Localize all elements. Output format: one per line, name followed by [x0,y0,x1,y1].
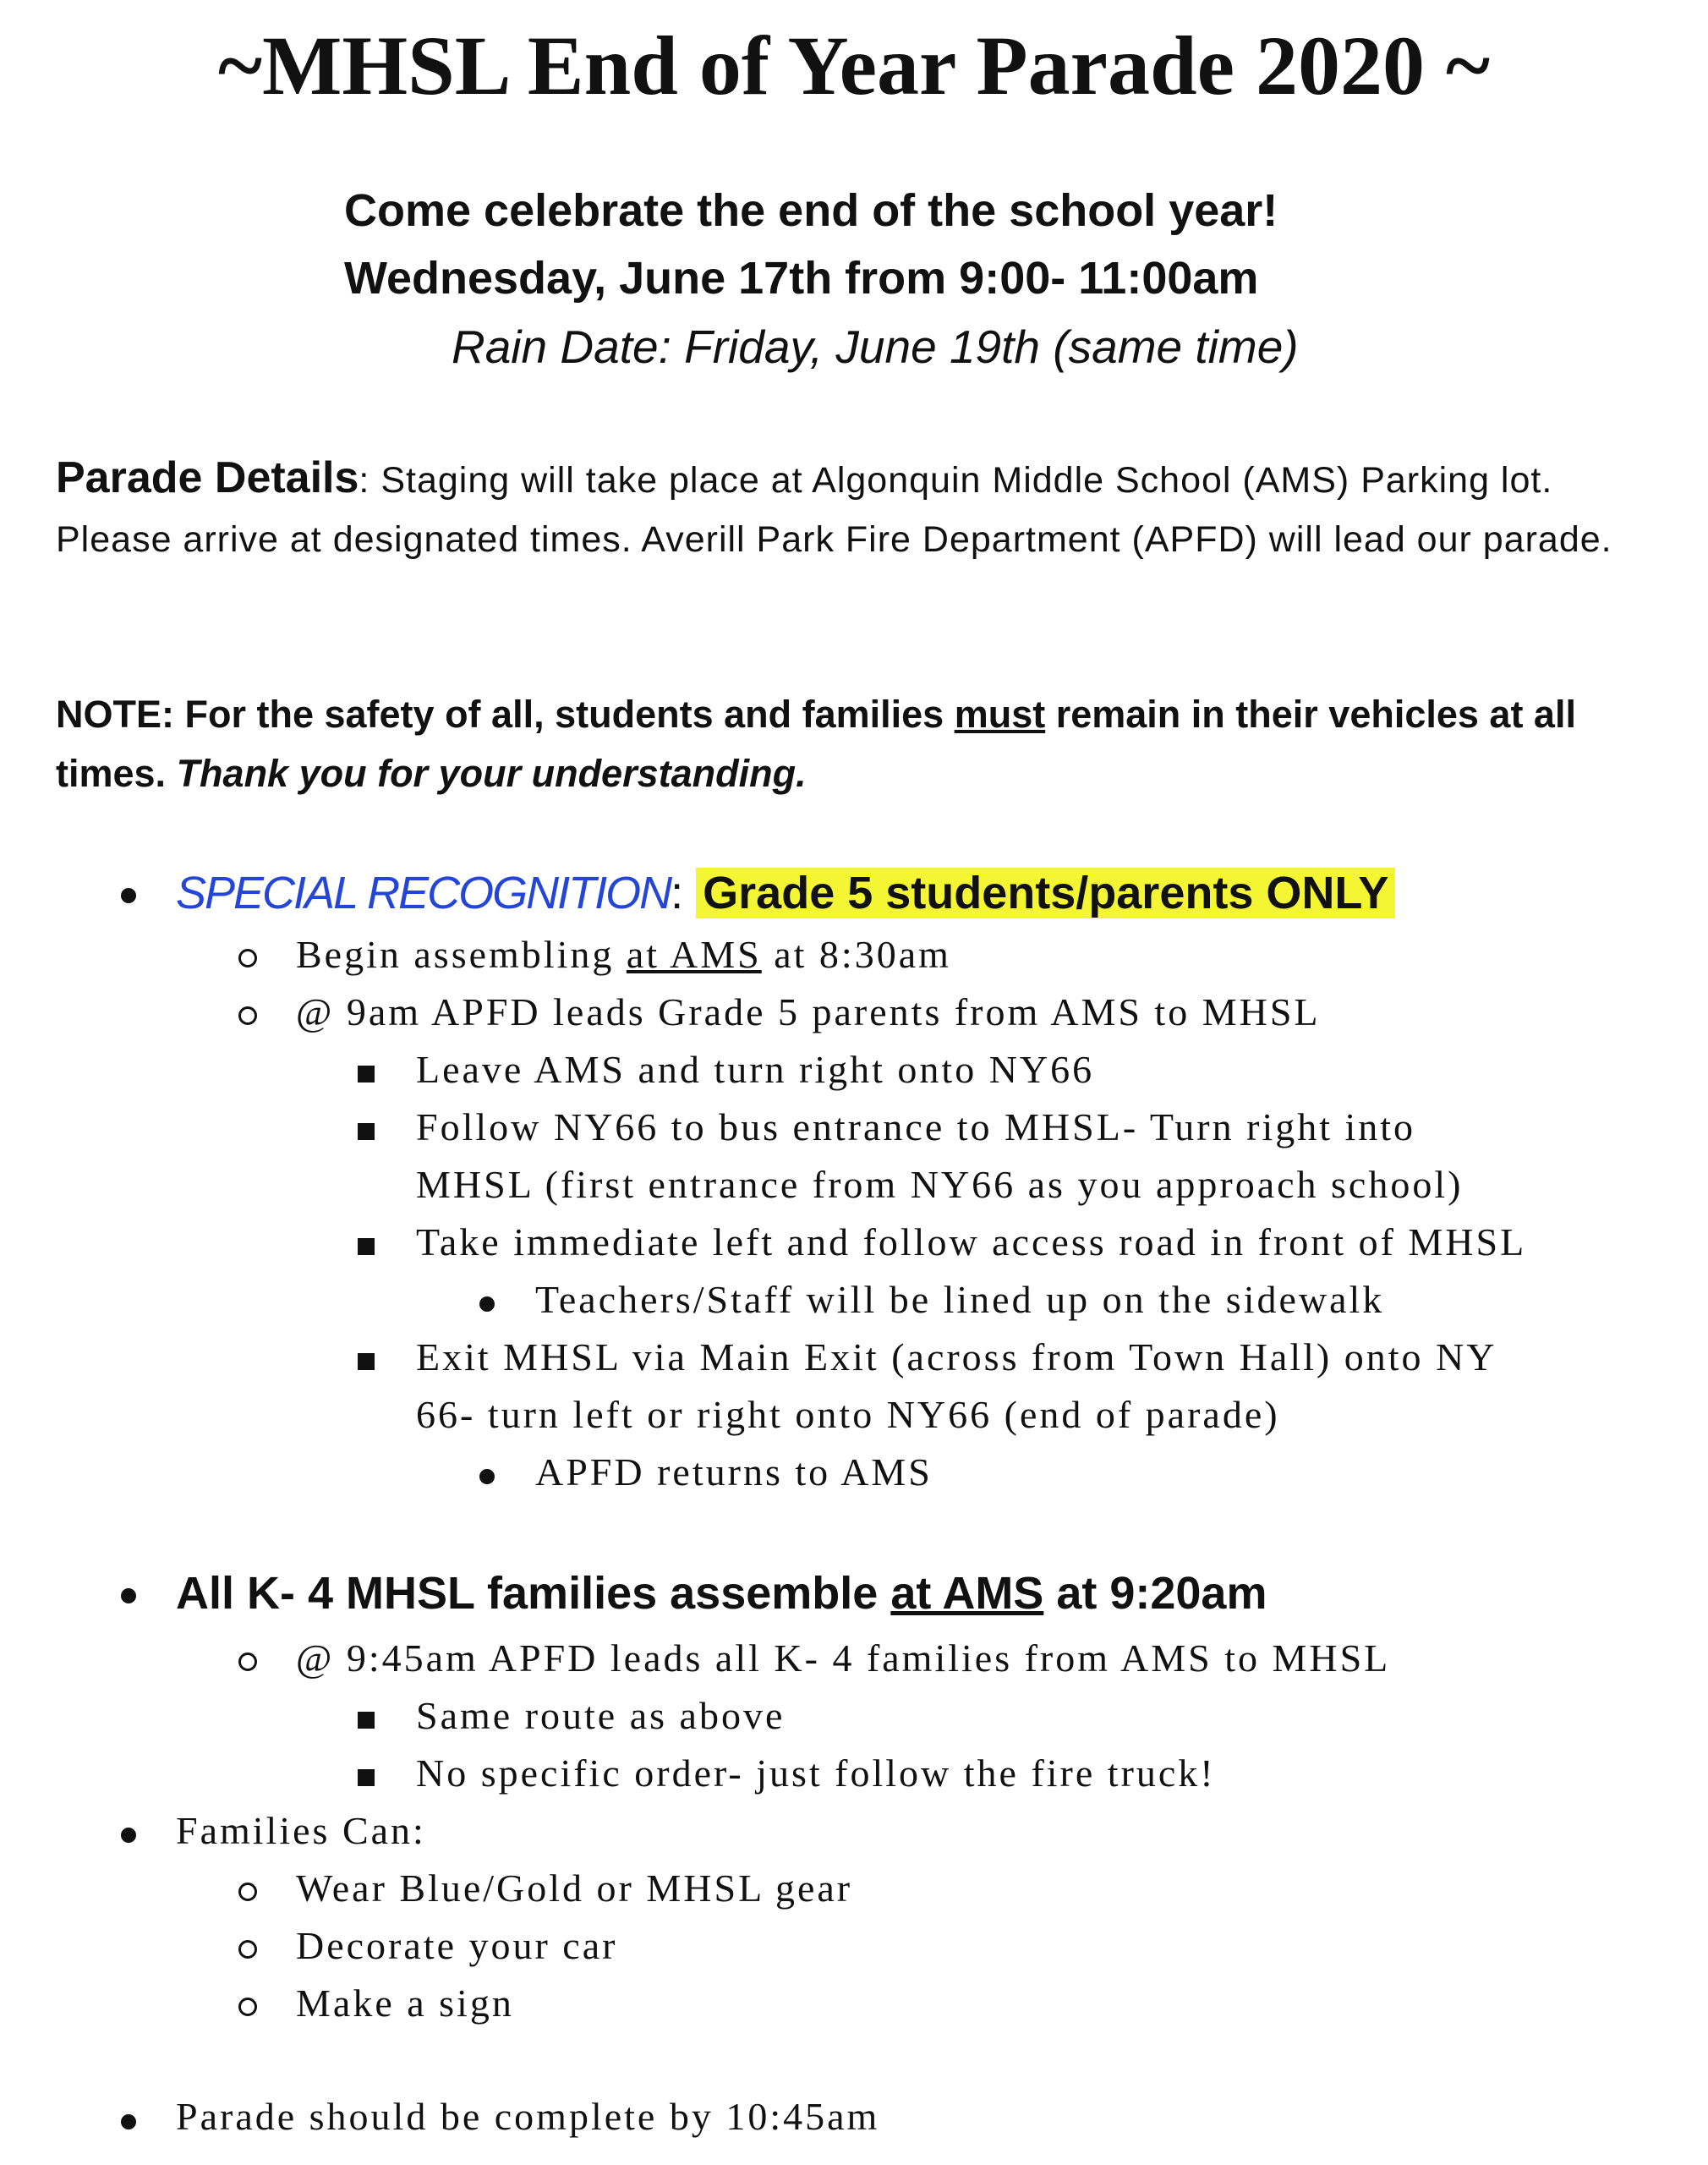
k4-heading [176,1567,1267,1620]
k4-at-ams: at AMS [890,1568,1044,1619]
k4-same-route: Same route as above [416,1694,786,1737]
parade-details-label: Parade Details [56,453,359,502]
bullet-circle-icon [238,1883,257,1901]
route-step-4b: 66- turn left or right onto NY66 (end of parade) [416,1393,1280,1436]
k4-lead-line: @ 9:45am APFD leads all K- 4 families from AMS to MHSL [296,1636,1391,1680]
bullet-square-icon [358,1712,375,1729]
page-title: ~MHSL End of Year Parade 2020 ~ [217,19,1491,112]
bullet-circle-icon [238,1653,257,1671]
bullet-circle-icon [238,1006,257,1025]
special-colon: : [671,868,697,918]
special-recognition-heading [176,867,1395,919]
bullet-dot-icon [479,1296,495,1312]
note-text-post: remain in their vehicles at all times. [56,693,1576,795]
route-step-4-sub: APFD returns to AMS [535,1450,933,1494]
bullet-circle-icon [238,949,257,967]
families-item: Wear Blue/Gold or MHSL gear [296,1866,853,1910]
k4-post: at 9:20am [1043,1568,1267,1619]
grade5-lead-line: @ 9am APFD leads Grade 5 parents from AMS to MHSL [296,990,1321,1033]
bullet-dot-icon [121,2114,136,2129]
note-text-pre: NOTE: For the safety of all, students and families [56,693,955,736]
intro-line-rain-date: Rain Date: Friday, June 19th (same time) [452,321,1299,373]
bullet-dot-icon [479,1469,495,1484]
bullet-dot-icon [121,1828,136,1843]
bullet-circle-icon [238,1940,257,1959]
bullet-square-icon [358,1769,375,1786]
families-item: Make a sign [296,1981,514,2025]
bullet-square-icon [358,1353,375,1370]
route-step-1: Leave AMS and turn right onto NY66 [416,1048,1095,1091]
k4-pre: All K- 4 MHSL families assemble [176,1568,891,1619]
route-step-2a: Follow NY66 to bus entrance to MHSL- Turn right into [416,1105,1416,1148]
parade-details-text: : Staging will take place at Algonquin Middle School (AMS) Parking lot. Please arrive at designated times. Averill Park Fire Department (APFD) will lead our parade. [56,460,1612,560]
families-can-heading: Families Can: [176,1809,426,1852]
note-thanks: Thank you for your understanding. [176,752,807,795]
grade5-highlight: Grade 5 students/parents ONLY [696,868,1395,918]
safety-note [56,685,1662,803]
route-step-4a: Exit MHSL via Main Exit (across from Town Hall) onto NY [416,1335,1497,1378]
parade-details [56,448,1662,569]
route-step-3: Take immediate left and follow access road in front of MHSL [416,1220,1527,1263]
intro-line-date: Wednesday, June 17th from 9:00- 11:00am [344,253,1259,304]
bullet-square-icon [358,1066,375,1082]
bullet-dot-icon [121,1588,136,1603]
families-item: Decorate your car [296,1924,618,1967]
parade-complete-time: Parade should be complete by 10:45am [176,2095,880,2138]
assemble-post: at 8:30am [761,933,951,976]
special-recognition-label: SPECIAL RECOGNITION [176,868,671,918]
bullet-circle-icon [238,1998,257,2016]
intro-line-celebrate: Come celebrate the end of the school year! [344,185,1278,236]
k4-no-order: No specific order- just follow the fire truck! [416,1751,1216,1795]
note-must: must [954,693,1046,736]
assemble-grade5 [296,932,951,977]
bullet-square-icon [358,1123,375,1140]
assemble-pre: Begin assembling [296,933,627,976]
bullet-dot-icon [121,888,136,903]
route-step-3-sub: Teachers/Staff will be lined up on the sidewalk [535,1278,1385,1321]
assemble-at-ams: at AMS [626,933,762,976]
route-step-2b: MHSL (first entrance from NY66 as you approach school) [416,1163,1464,1206]
bullet-square-icon [358,1238,375,1255]
